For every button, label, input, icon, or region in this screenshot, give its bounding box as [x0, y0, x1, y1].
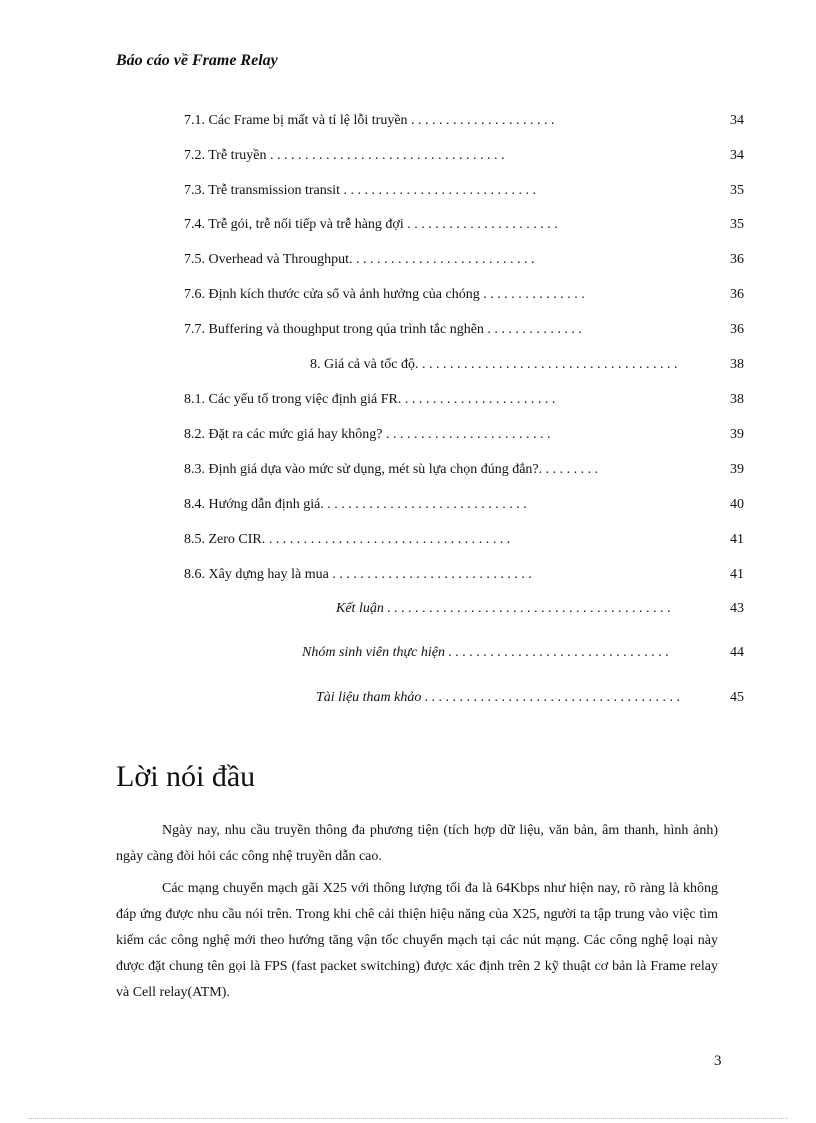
toc-entry-label: 8. Giá cả và tốc độ. . . . . . . . . . . . . . . . . . . . . . . . . . . . . . . . . . . . . . [310, 357, 678, 372]
toc-entry-page: 38 [730, 392, 744, 407]
toc-entry-label: 8.2. Đặt ra các mức giá hay không? . . . . . . . . . . . . . . . . . . . . . . . . [184, 427, 551, 442]
toc-entry-label: 7.7. Buffering và thoughput trong qúa trình tắc nghẽn . . . . . . . . . . . . . . [184, 322, 582, 337]
toc-entry-label: Kết luận . . . . . . . . . . . . . . . . . . . . . . . . . . . . . . . . . . . . . . . . . [336, 601, 671, 616]
paragraph [116, 818, 718, 870]
paragraph-text: Ngày nay, nhu cầu truyền thông đa phương tiện (tích hợp dữ liệu, văn bản, âm thanh, hình ảnh) ngày càng đòi hỏi các công nhệ truyền dẫn cao. [116, 823, 718, 864]
toc-entry-label: Tài liệu tham khảo . . . . . . . . . . . . . . . . . . . . . . . . . . . . . . . . . . . . . [316, 690, 681, 705]
paragraph-text: Các mạng chuyển mạch gãi X25 với thông lượng tối đa là 64Kbps như hiện nay, rõ ràng là không đáp ứng được nhu cầu nói trên. Trong khi chê cải thiện hiệu năng của X25, người ta tập trung vào việc tìm kiếm các công nghệ mới theo hướng tăng vận tốc chuyển mạch tại các nút mạng. Các công nghệ loại này được đặt chung tên gọi là FPS (fast packet switching) được xác định trên 2 kỹ thuật cơ bản là Frame relay và Cell relay(ATM). [116, 881, 718, 1000]
paragraph [116, 876, 718, 1006]
toc-entry-page: 35 [730, 183, 744, 198]
section-heading: Lời nói đầu [116, 760, 256, 793]
toc-entry-page: 44 [730, 645, 744, 660]
page-number: 3 [714, 1053, 722, 1069]
toc-entry-page: 36 [730, 322, 744, 337]
toc-entry-label: Nhóm sinh viên thực hiện . . . . . . . . . . . . . . . . . . . . . . . . . . . . . . . . [302, 645, 669, 660]
toc-entry-page: 41 [730, 532, 744, 547]
toc-entry-label: 7.4. Trễ gói, trễ nối tiếp và trễ hàng đợi . . . . . . . . . . . . . . . . . . . . . . [184, 217, 558, 232]
toc-entry-label: 7.3. Trễ transmission transit . . . . . . . . . . . . . . . . . . . . . . . . . . . . [184, 183, 536, 198]
toc-entry-page: 39 [730, 427, 744, 442]
toc-entry-page: 34 [730, 113, 744, 128]
toc-entry-label: 7.5. Overhead và Throughput. . . . . . . . . . . . . . . . . . . . . . . . . . . [184, 252, 535, 267]
toc-entry-page: 41 [730, 567, 744, 582]
toc-entry-label: 7.1. Các Frame bị mất và tỉ lệ lỗi truyền . . . . . . . . . . . . . . . . . . . . . [184, 113, 555, 128]
toc-entry-page: 35 [730, 217, 744, 232]
toc-entry-page: 36 [730, 252, 744, 267]
toc-entry-page: 40 [730, 497, 744, 512]
page-bottom-divider [28, 1118, 788, 1119]
toc-entry-label: 7.6. Định kích thước cửa sổ và ảnh hưởng của chóng . . . . . . . . . . . . . . . [184, 287, 585, 302]
toc-entry-page: 38 [730, 357, 744, 372]
toc-entry-page: 45 [730, 690, 744, 705]
toc-entry-label: 8.4. Hướng dẫn định giá. . . . . . . . . . . . . . . . . . . . . . . . . . . . . . [184, 497, 527, 512]
toc-entry-label: 8.1. Các yếu tố trong việc định giá FR. . . . . . . . . . . . . . . . . . . . . . . [184, 392, 556, 407]
toc-entry-label: 8.5. Zero CIR. . . . . . . . . . . . . . . . . . . . . . . . . . . . . . . . . . . . [184, 532, 511, 547]
toc-entry-label: 7.2. Trễ truyền . . . . . . . . . . . . . . . . . . . . . . . . . . . . . . . . . . [184, 148, 505, 163]
toc-entry-label: 8.6. Xây dựng hay là mua . . . . . . . . . . . . . . . . . . . . . . . . . . . . . [184, 567, 532, 582]
document-header-title: Báo cáo về Frame Relay [116, 52, 278, 69]
toc-entry-page: 34 [730, 148, 744, 163]
toc-entry-page: 36 [730, 287, 744, 302]
toc-entry-label: 8.3. Định giá dựa vào mức sử dụng, mét sù lựa chọn đúng đắn?. . . . . . . . . [184, 462, 599, 477]
toc-entry-page: 43 [730, 601, 744, 616]
toc-entry-page: 39 [730, 462, 744, 477]
